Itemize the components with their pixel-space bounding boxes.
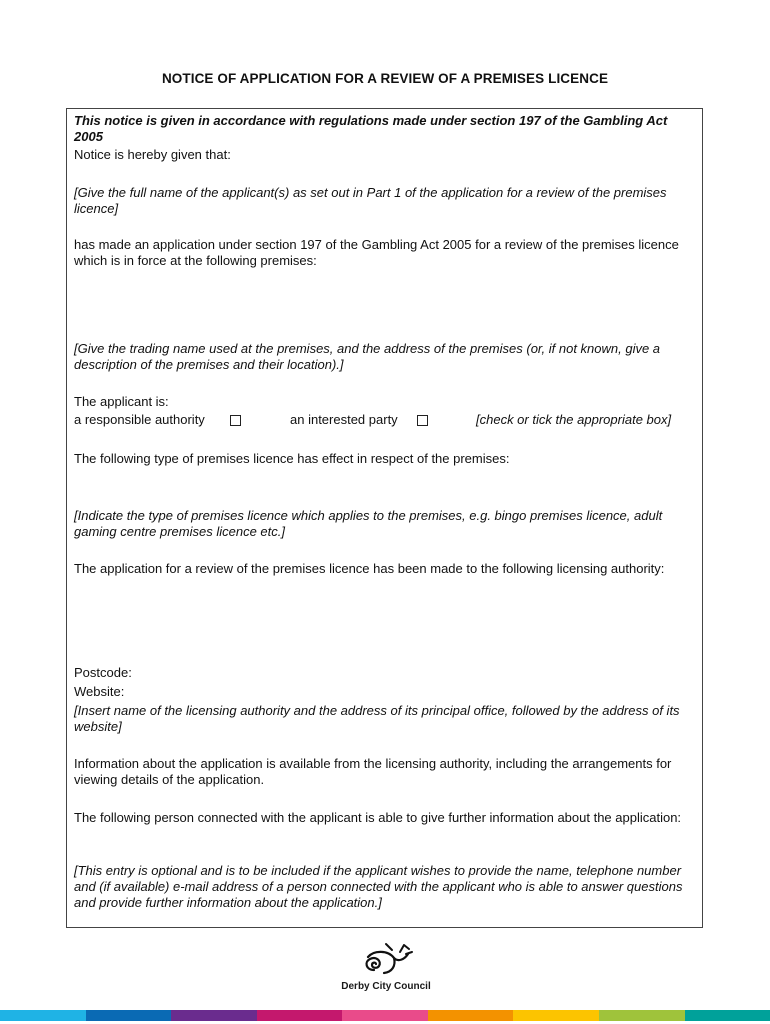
- responsible-authority-label: a responsible authority: [74, 412, 205, 427]
- colour-stripe: [0, 1010, 770, 1021]
- council-logo: [334, 940, 438, 996]
- stripe-segment: [171, 1010, 257, 1021]
- contact-person-text: The following person connected with the applicant is able to give further information about the application:: [74, 810, 682, 825]
- contact-instruction: [This entry is optional and is to be included if the applicant wishes to provide the name, telephone number and (if available) e-mail address of a person connected with the applicant who is able to answer questions and provide further information about the application.]: [74, 863, 683, 910]
- stripe-segment: [685, 1010, 770, 1021]
- council-name: Derby City Council: [341, 981, 431, 992]
- website-label: Website:: [74, 684, 125, 699]
- applicant-is-label: The applicant is:: [74, 394, 169, 409]
- page-title: NOTICE OF APPLICATION FOR A REVIEW OF A PREMISES LICENCE: [161, 71, 609, 86]
- interested-party-checkbox[interactable]: [417, 412, 428, 428]
- stripe-segment: [428, 1010, 514, 1021]
- licence-type-text: The following type of premises licence has effect in respect of the premises:: [74, 451, 510, 466]
- stripe-segment: [0, 1010, 86, 1021]
- licence-type-instruction: [Indicate the type of premises licence which applies to the premises, e.g. bingo premises licence, adult gaming centre premises licence etc.]: [74, 508, 663, 539]
- interested-party-label: an interested party: [290, 412, 398, 427]
- applicant-type-row: [74, 412, 699, 428]
- authority-instruction: [Insert name of the licensing authority and the address of its principal office, followed by the address of its website]: [74, 703, 680, 734]
- premises-instruction: [Give the trading name used at the premises, and the address of the premises (or, if not known, give a description of the premises and their location).]: [74, 341, 661, 372]
- postcode-label: Postcode:: [74, 665, 132, 680]
- intro-statement: This notice is given in accordance with regulations made under section 197 of the Gambling Act 2005: [74, 113, 668, 144]
- responsible-authority-checkbox[interactable]: [230, 412, 241, 428]
- made-application-text: has made an application under section 197 of the Gambling Act 2005 for a review of the premises licence which is in force at the following premises:: [74, 237, 679, 268]
- stripe-segment: [86, 1010, 172, 1021]
- applicant-instruction: [Give the full name of the applicant(s) as set out in Part 1 of the application for a review of the premises licence]: [74, 185, 667, 216]
- stripe-segment: [599, 1010, 685, 1021]
- review-made-to-text: The application for a review of the premises licence has been made to the following licensing authority:: [74, 561, 665, 576]
- stripe-segment: [342, 1010, 428, 1021]
- stripe-segment: [513, 1010, 599, 1021]
- stripe-segment: [257, 1010, 343, 1021]
- info-available-text: Information about the application is available from the licensing authority, including the arrangements for viewing details of the application.: [74, 756, 672, 787]
- given-that-text: Notice is hereby given that:: [74, 147, 231, 162]
- ram-emblem-icon: [334, 940, 438, 980]
- check-instruction: [check or tick the appropriate box]: [476, 412, 672, 427]
